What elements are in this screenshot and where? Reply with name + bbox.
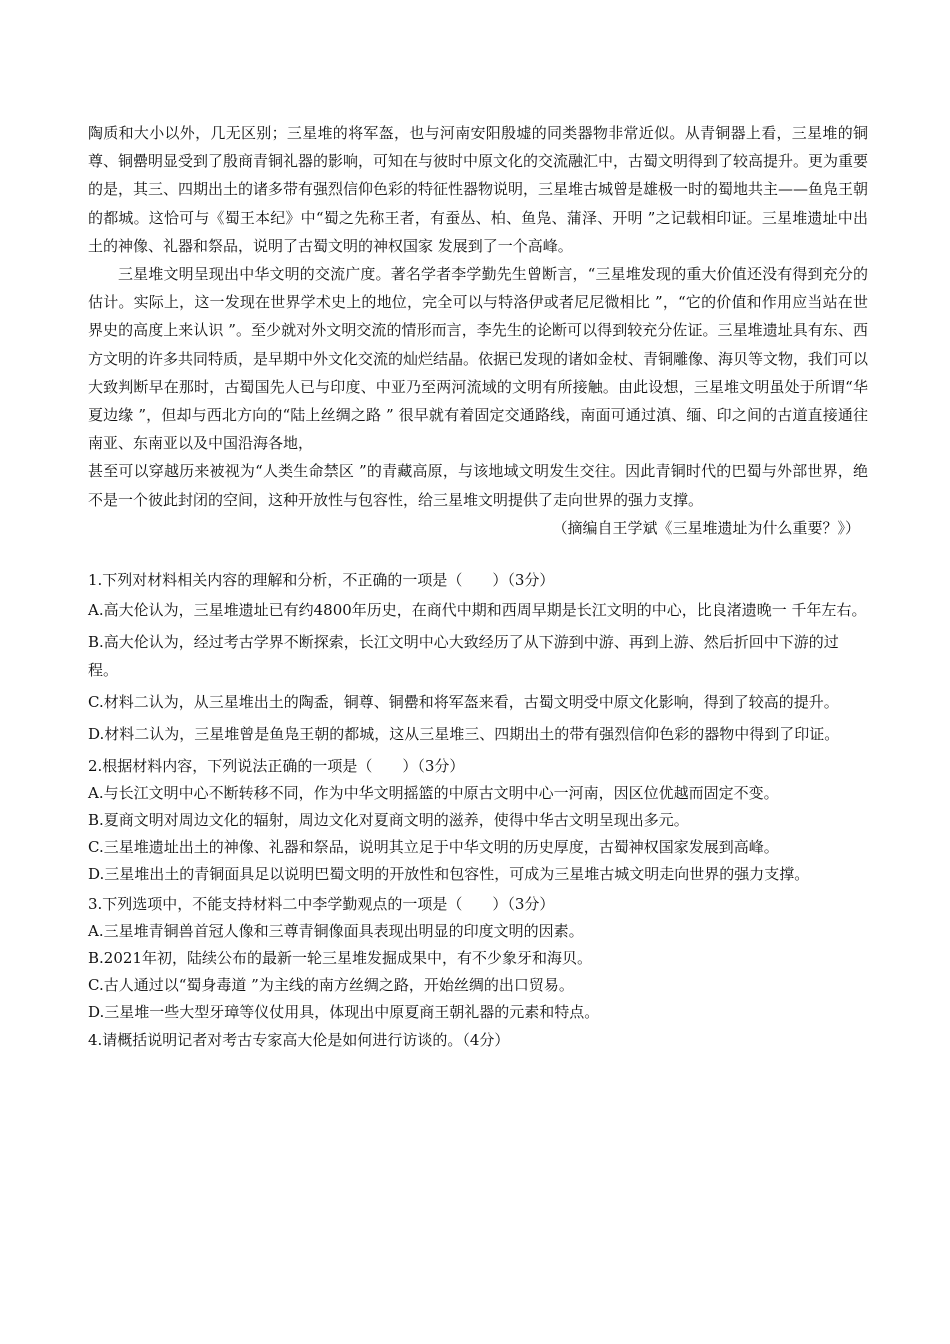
question-stem: 4.请概括说明记者对考古专家高大伦是如何进行访谈的。（4分） [88,1031,510,1049]
question-stem: 2.根据材料内容，下列说法正确的一项是（ ）（3分） [88,757,465,775]
passage-source: （摘编自王学斌《三星堆遗址为什么重要？》） [552,518,860,537]
question-stem: 3.下列选项中，不能支持材料二中李学勤观点的一项是（ ）（3分） [88,895,555,913]
option-d: D.三星堆出土的青铜面具足以说明巴蜀文明的开放性和包容性，可成为三星堆古城文明走向世界的强力支撑。 [88,865,810,883]
option-a: A.三星堆青铜兽首冠人像和三尊青铜像面具表现出明显的印度文明的因素。 [88,922,584,940]
passage [88,119,868,542]
option-a: A.与长江文明中心不断转移不同，作为中华文明摇篮的中原古文明中心一河南，因区位优越而固定不变。 [88,784,779,802]
option-c: C.古人通过以“蜀身毒道 ”为主线的南方丝绸之路，开始丝绸的出口贸易。 [88,976,574,994]
passage-paragraph-1: 陶质和大小以外，几无区别；三星堆的将军盔，也与河南安阳殷墟的同类器物非常近似。从青铜器上看，三星堆的铜尊、铜罍明显受到了殷商青铜礼器的影响，可知在与彼时中原文化的交流融汇中，古蜀文明得到了较高提升。更为重要的是，其三、四期出土的诸多带有强烈信仰色彩的特征性器物说明，三星堆古城曾是雄极一时的蜀地共主——鱼凫王朝的都城。这恰可与《蜀王本纪》中“蜀之先称王者，有蚕丛、柏、鱼凫、蒲泽、开明 ”之记载相印证。三星堆遗址中出土的神像、礼器和祭品，说明了古蜀文明的神权国家 发展到了一个高峰。 [88,124,869,255]
option-a: A.高大伦认为，三星堆遗址已有约4800年历史，在商代中期和西周早期是长江文明的中心，比良渚遗晚一 千年左右。 [88,601,867,619]
option-b: B.高大伦认为，经过考古学界不断探索，长江文明中心大致经历了从下游到中游、再到上游、然后折回中下游的过程。 [88,633,839,679]
option-b: B.夏商文明对周边文化的辐射，周边文化对夏商文明的滋养，使得中华古文明呈现出多元。 [88,811,689,829]
option-c: C.三星堆遗址出土的神像、礼器和祭品，说明其立足于中华文明的历史厚度，古蜀神权国家发展到高峰。 [88,838,779,856]
question-3 [88,890,868,1026]
option-c: C.材料二认为，从三星堆出土的陶盉，铜尊、铜罍和将军盔来看，古蜀文明受中原文化影响，得到了较高的提升。 [88,693,839,711]
option-d: D.材料二认为，三星堆曾是鱼凫王朝的都城，这从三星堆三、四期出土的带有强烈信仰色彩的器物中得到了印证。 [88,725,840,743]
question-stem: 1.下列对材料相关内容的理解和分析，不正确的一项是（ ）（3分） [88,571,555,589]
option-d: D.三星堆一些大型牙璋等仪仗用具，体现出中原夏商王朝礼器的元素和特点。 [88,1003,600,1021]
question-1 [88,566,868,748]
passage-paragraph-2: 三星堆文明呈现出中华文明的交流广度。著名学者李学勤先生曾断言，“三星堆发现的重大价值还没有得到充分的估计。实际上，这一发现在世界学术史上的地位，完全可以与特洛伊或者尼尼微相比 ”，“它的价值和作用应当站在世界史的高度上来认识 ”。至少就对外文明交流的情形而言，李先生的论断可以得到较充分佐证。三星堆遗址具有东、西方文明的许多共同特质，是早期中外文化交流的灿烂结晶。依据已发现的诸如金杖、青铜雕像、海贝等文物，我们可以大致判断早在那时，古蜀国先人已与印度、中亚乃至两河流域的文明有所接触。由此设想，三星堆文明虽处于所谓“华夏边缘 ”，但却与西北方向的“陆上丝绸之路 ” 很早就有着固定交通路线，南面可通过滇、缅、印之间的古道直接通往南亚、东南亚以及中国沿海各地， [88,265,869,453]
passage-paragraph-3: 甚至可以穿越历来被视为“人类生命禁区 ”的青藏高原，与该地域文明发生交往。因此青铜时代的巴蜀与外部世界，绝不是一个彼此封闭的空间，这种开放性与包容性，给三星堆文明提供了走向世界的强力支撑。 [88,462,868,509]
question-2 [88,752,868,888]
question-4 [88,1026,868,1054]
option-b: B.2021年初，陆续公布的最新一轮三星堆发掘成果中，有不少象牙和海贝。 [88,949,592,967]
question-list [88,566,868,1054]
